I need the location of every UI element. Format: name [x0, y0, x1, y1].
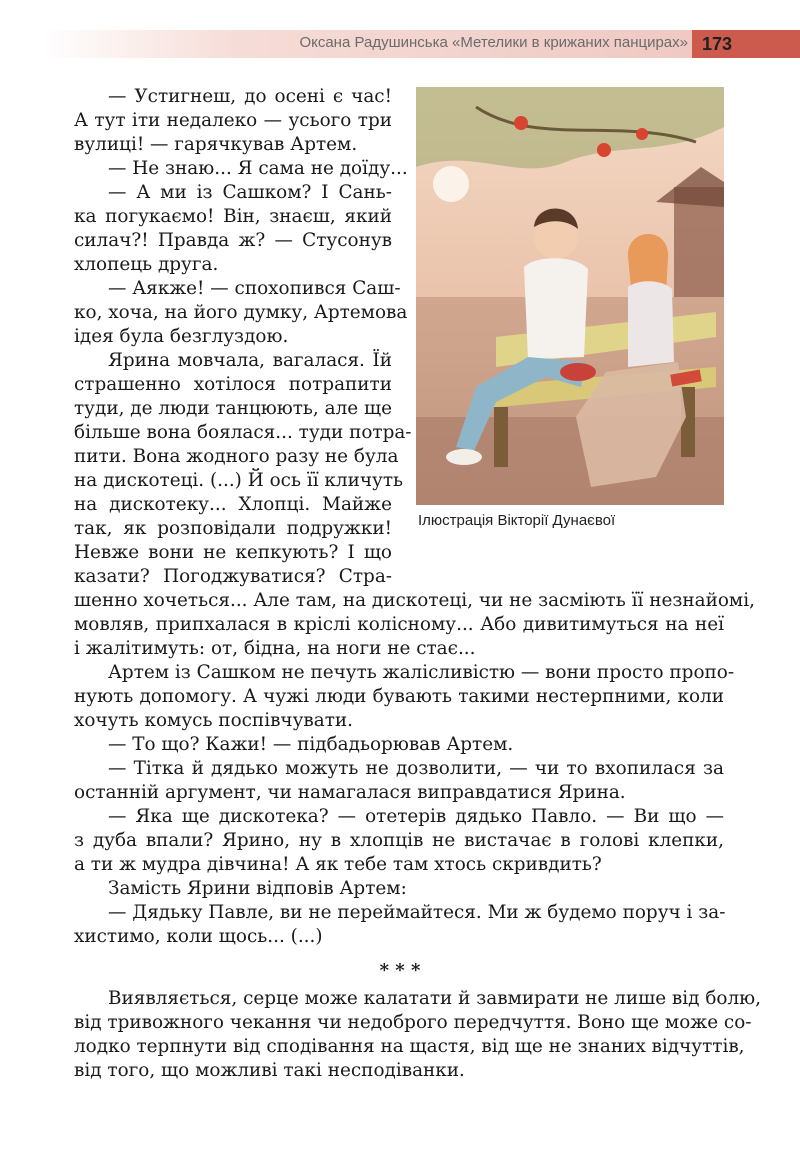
- text-line: останній аргумент, чи намагалася виправдатися Ярина.: [74, 782, 626, 803]
- running-header-title: Оксана Радушинська «Метелики в крижаних панцирах»: [299, 34, 688, 51]
- section-break: * * *: [379, 960, 421, 981]
- text-line: — Яка ще дискотека? — отетерів дядько Павло. — Ви що —: [108, 806, 724, 827]
- text-line: а ти ж мудра дівчина! А як тебе там хтось скривдить?: [74, 854, 602, 875]
- text-line: з дуба впали? Ярино, ну в хлопців не вистачає в голові клепки,: [74, 830, 724, 851]
- text-line: на дискотеці. (...) Й ось її кличуть: [74, 470, 404, 491]
- text-line: ідея була безглуздою.: [74, 326, 289, 347]
- text-line: більше вона боялася... туди потра-: [74, 422, 412, 443]
- apple: [597, 143, 611, 157]
- text-line: казати? Погоджуватися? Стра-: [74, 566, 392, 587]
- text-line: на дискотеку... Хлопці. Майже: [74, 494, 392, 515]
- text-line: ко, хоча, на його думку, Артемова: [74, 302, 408, 323]
- text-line: Ярина мовчала, вагалася. Їй: [108, 350, 392, 371]
- sun: [433, 166, 469, 202]
- text-line: вулиці! — гарячкував Артем.: [74, 134, 358, 155]
- text-line: нують допомогу. А чужі люди бувають такими нестерпними, коли: [74, 686, 724, 707]
- text-line: лодко терпнути від сподівання на щастя, від ще не знаних відчуттів,: [74, 1036, 745, 1057]
- text-line: від того, що можливі такі несподіванки.: [74, 1060, 465, 1081]
- apple: [514, 116, 528, 130]
- text-line: страшенно хотілося потрапити: [74, 374, 392, 395]
- text-line: — Не знаю... Я сама не доїду...: [108, 158, 408, 179]
- text-line: А тут іти недалеко — усього три: [74, 110, 392, 131]
- text-line: — То що? Кажи! — підбадьорював Артем.: [108, 734, 514, 755]
- text-line: — Аякже! — спохопився Саш-: [108, 278, 401, 299]
- text-line: — Тітка й дядько можуть не дозволити, — чи то вхопилася за: [108, 758, 724, 779]
- apple-bowl: [560, 363, 596, 381]
- text-line: Замість Ярини відповів Артем:: [108, 878, 407, 899]
- text-line: хлопець друга.: [74, 254, 219, 275]
- girl-shirt: [628, 281, 674, 367]
- text-line: мовляв, припхалася в кріслі колісному... Або дивитимуться на неї: [74, 614, 724, 635]
- text-line: шенно хочеться... Але там, на дискотеці, чи не засміють її незнайомі,: [74, 590, 755, 611]
- story-illustration: [416, 87, 724, 505]
- text-line: від тривожного чекання чи недоброго передчуття. Воно ще може со-: [74, 1012, 752, 1033]
- text-line: туди, де люди танцюють, але ще: [74, 398, 392, 419]
- illustration-caption: Ілюстрація Вікторії Дунаєвої: [418, 512, 616, 529]
- text-line: і жалітимуть: от, бідна, на ноги не стає...: [74, 638, 476, 659]
- text-line: — А ми із Сашком? І Сань-: [108, 182, 392, 203]
- text-line: Виявляється, серце може калатати й завмирати не лише від болю,: [108, 988, 762, 1009]
- text-line: пити. Вона жодного разу не була: [74, 446, 399, 467]
- text-line: так, як розповідали подружки!: [74, 518, 392, 539]
- text-line: Артем із Сашком не печуть жалісливістю — вони просто пропо-: [108, 662, 735, 683]
- text-line: — Устигнеш, до осені є час!: [108, 86, 392, 107]
- text-line: хистимо, коли щось... (...): [74, 926, 323, 947]
- boy-shirt: [524, 258, 588, 359]
- text-line: ка погукаємо! Він, знаєш, який: [74, 206, 392, 227]
- text-line: силач?! Правда ж? — Стусонув: [74, 230, 392, 251]
- text-line: хочуть комусь поспівчувати.: [74, 710, 354, 731]
- apple: [636, 128, 648, 140]
- text-line: Невже вони не кепкують? І що: [74, 542, 392, 563]
- page-number: 173: [692, 30, 800, 58]
- text-line: — Дядьку Павле, ви не переймайтеся. Ми ж будемо поруч і за-: [108, 902, 726, 923]
